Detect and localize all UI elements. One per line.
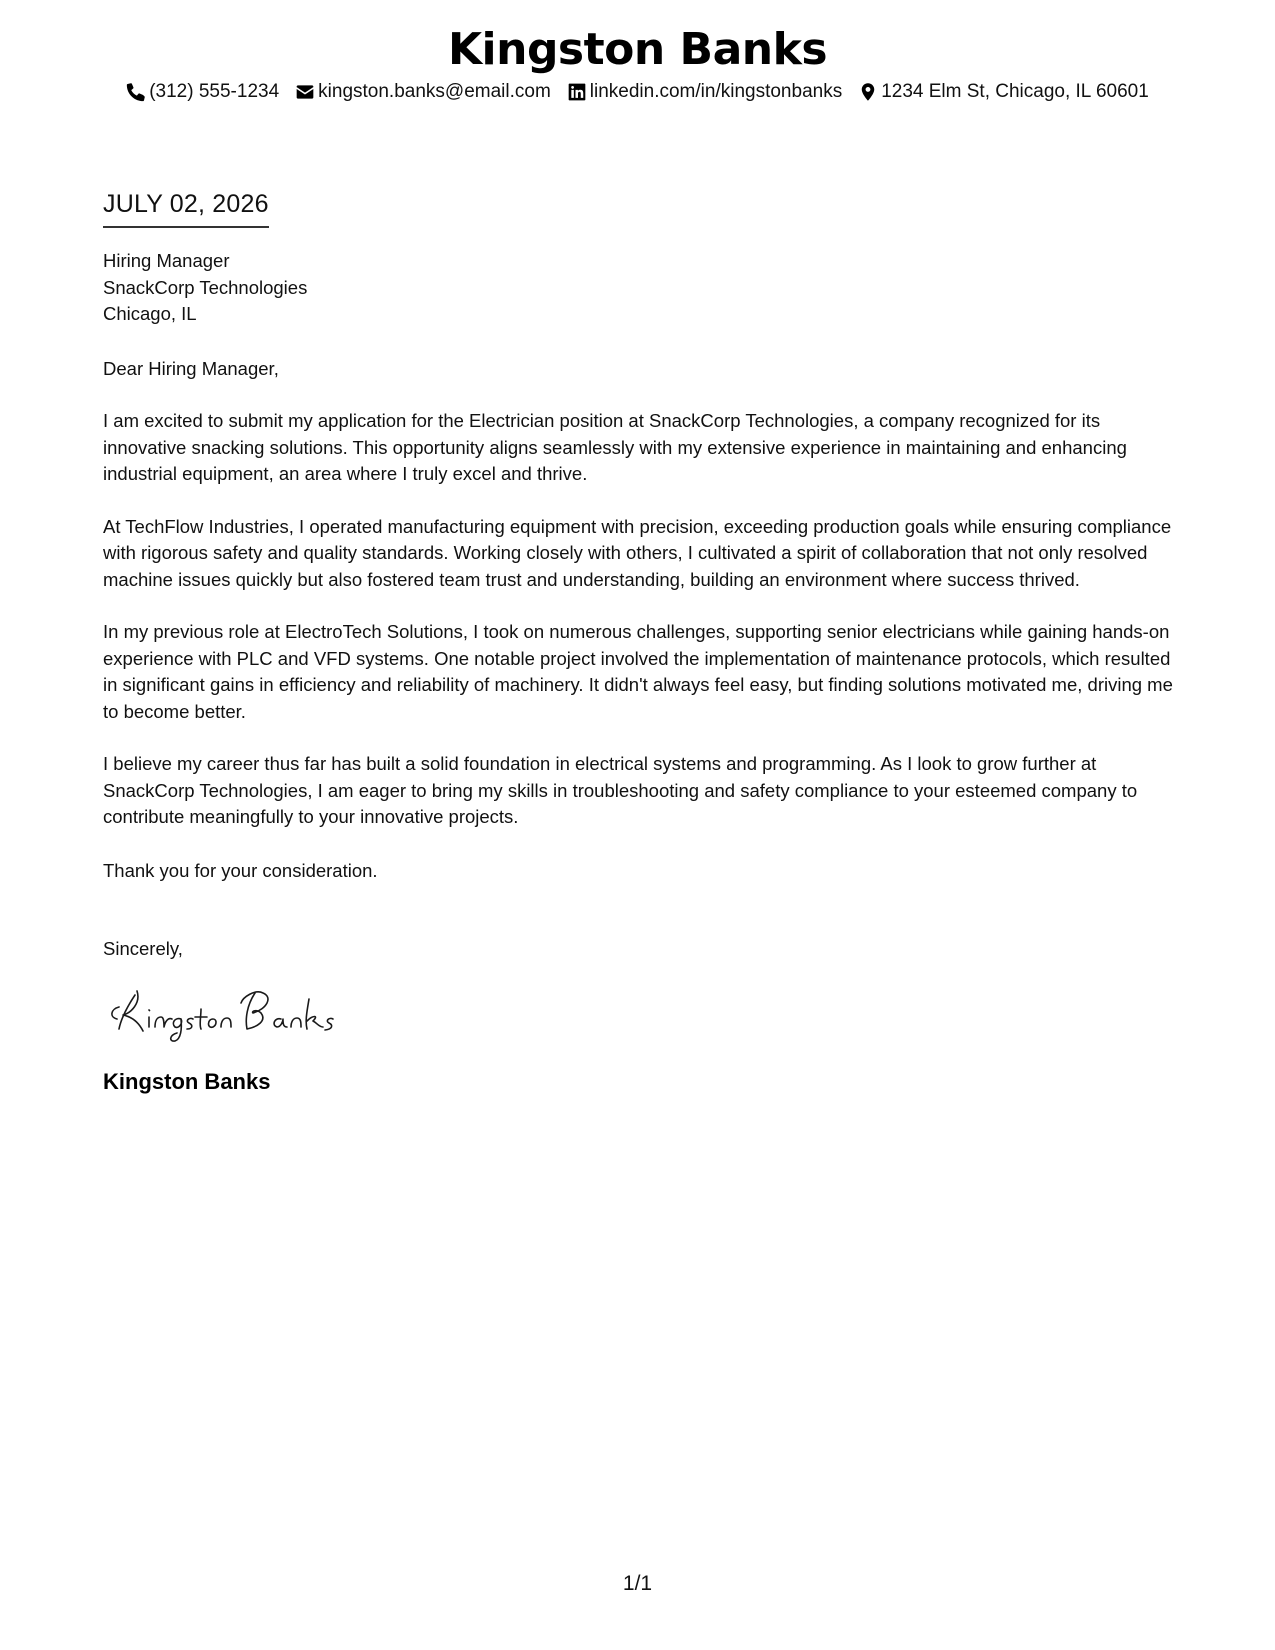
address-text: 1234 Elm St, Chicago, IL 60601 <box>881 81 1149 102</box>
applicant-name-heading: Kingston Banks <box>447 24 828 75</box>
body-paragraph: In my previous role at ElectroTech Solutions, I took on numerous challenges, supporting senior electricians while gaining hands-on experience with PLC and VFD systems. One notable project involved the implementation of maintenance protocols, which resulted in significant gains in efficiency and reliability of machinery. It didn't always feel easy, but finding solutions motivated me, driving me to become better. <box>103 621 1173 722</box>
contact-linkedin[interactable] <box>567 80 842 104</box>
phone-icon <box>126 82 146 102</box>
linkedin-icon <box>567 82 587 102</box>
phone-text: (312) 555-1234 <box>149 81 280 102</box>
closing-line: Thank you for your consideration. <box>103 859 378 881</box>
contact-address[interactable] <box>858 80 1149 104</box>
recipient-title: Hiring Manager <box>103 250 230 271</box>
signoff: Sincerely, <box>103 938 183 959</box>
body-paragraph: I believe my career thus far has built a solid foundation in electrical systems and programming. As I look to grow further at SnackCorp Technologies, I am eager to bring my skills in troubleshooting and safety compliance to your esteemed company to contribute meaningfully to your innovative projects. <box>103 753 1138 827</box>
handwritten-signature <box>107 977 367 1047</box>
email-text: kingston.banks@email.com <box>318 81 551 102</box>
signer-name: Kingston Banks <box>103 1069 271 1094</box>
contact-email[interactable] <box>295 80 551 104</box>
page-number: 1/1 <box>622 1572 653 1595</box>
recipient-location: Chicago, IL <box>103 303 197 324</box>
body-paragraph: I am excited to submit my application for the Electrician position at SnackCorp Technologies, a company recognized for its innovative snacking solutions. This opportunity aligns seamlessly with my extensive experience in maintaining and enhancing industrial equipment, an area where I truly excel and thrive. <box>103 410 1127 484</box>
linkedin-text: linkedin.com/in/kingstonbanks <box>589 81 843 102</box>
letter-body <box>103 188 1173 1096</box>
recipient-company: SnackCorp Technologies <box>103 276 308 298</box>
letter-date: JULY 02, 2026 <box>103 188 269 228</box>
recipient-block <box>103 248 1173 328</box>
contact-info-row <box>0 80 1275 104</box>
map-pin-icon <box>858 82 878 102</box>
envelope-icon <box>295 82 315 102</box>
contact-phone[interactable] <box>126 80 279 104</box>
body-paragraph: At TechFlow Industries, I operated manufacturing equipment with precision, exceeding production goals while ensuring compliance with rigorous safety and quality standards. Working closely with others, I cultivated a spirit of collaboration that not only resolved machine issues quickly but also fostered team trust and understanding, building an environment where success thrived. <box>103 515 1172 590</box>
salutation: Dear Hiring Manager, <box>103 357 279 379</box>
